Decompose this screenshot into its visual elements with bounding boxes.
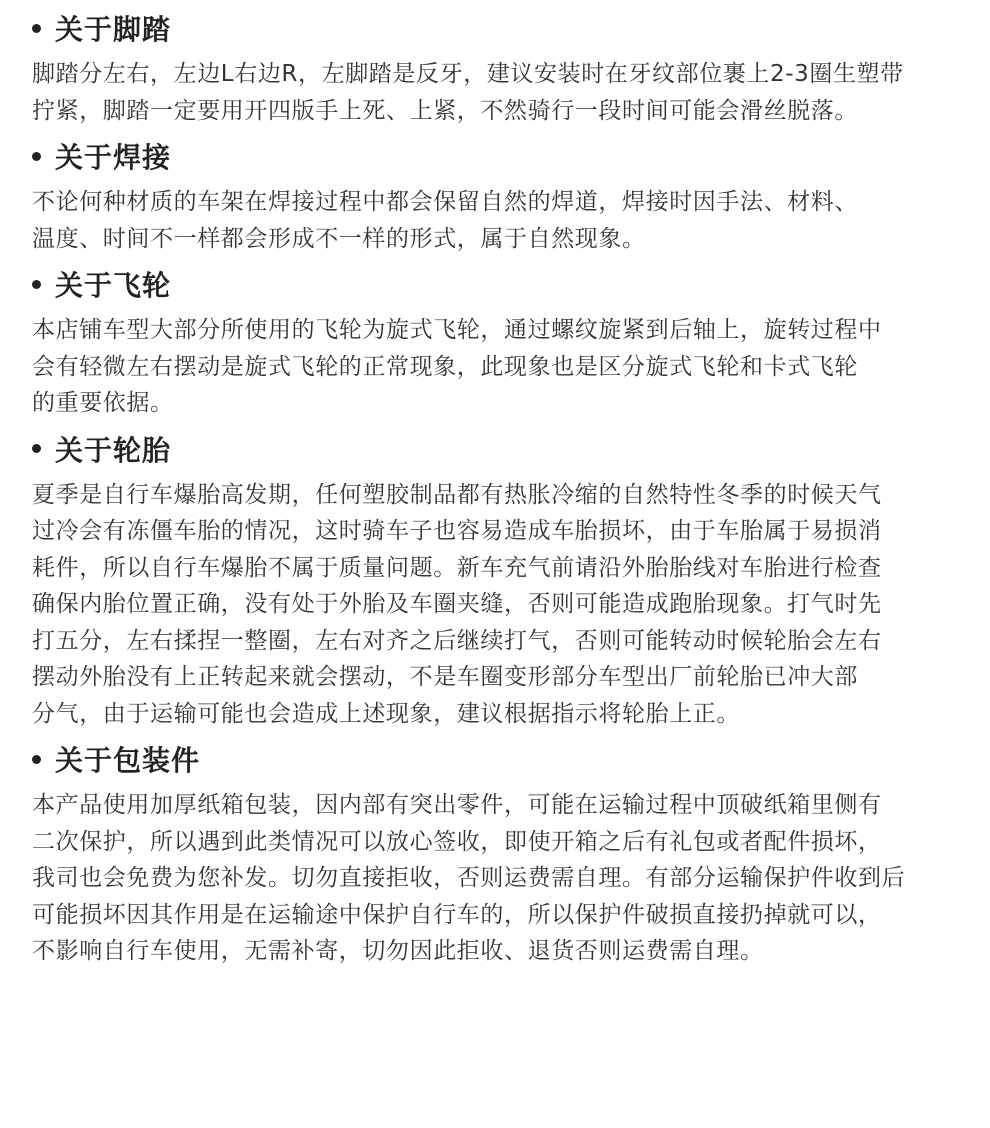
body-line: 分气，由于运输可能也会造成上述现象，建议根据指示将轮胎上正。	[32, 700, 740, 727]
body-line: 耗件，所以自行车爆胎不属于质量问题。新车充气前请沿外胎胎线对车胎进行检查	[32, 554, 882, 581]
bullet-icon	[32, 444, 41, 453]
body-line: 摆动外胎没有上正转起来就会摆动，不是车圈变形部分车型出厂前轮胎已冲大部	[32, 664, 858, 690]
section-body	[32, 787, 977, 970]
section-heading	[32, 737, 990, 781]
section-title: 关于焊接	[55, 141, 172, 174]
section-title: 关于包装件	[55, 744, 201, 777]
section-heading	[32, 427, 990, 471]
section-heading	[32, 262, 990, 306]
section-heading	[32, 6, 990, 50]
body-line: 温度、时间不一样都会形成不一样的形式，属于自然现象。	[32, 225, 646, 252]
bullet-icon	[32, 280, 41, 289]
bullet-icon	[32, 152, 41, 161]
body-line: 不影响自行车使用，无需补寄，切勿因此拒收、退货否则运费需自理。	[32, 938, 764, 964]
body-line: 本店铺车型大部分所使用的飞轮为旋式飞轮，通过螺纹旋紧到后轴上，旋转过程中	[32, 317, 882, 343]
section-title: 关于脚踏	[55, 13, 172, 46]
body-line: 脚踏分左右，左边L右边R，左脚踏是反牙，建议安装时在牙纹部位裹上2-3圈生塑带	[32, 61, 904, 87]
section-body	[32, 56, 977, 129]
bullet-icon	[32, 24, 41, 33]
section-body	[32, 312, 977, 422]
body-line: 的重要依据。	[32, 390, 174, 416]
body-line: 我司也会免费为您补发。切勿直接拒收，否则运费需自理。有部分运输保护件收到后	[32, 865, 906, 891]
body-line: 确保内胎位置正确，没有处于外胎及车圈夹缝，否则可能造成跑胎现象。打气时先	[32, 591, 882, 617]
section-body	[32, 184, 977, 257]
body-line: 夏季是自行车爆胎高发期，任何塑胶制品都有热胀冷缩的自然特性冬季的时候天气	[32, 481, 882, 508]
body-line: 二次保护，所以遇到此类情况可以放心签收，即使开箱之后有礼包或者配件损坏，	[32, 828, 882, 855]
section-welding	[32, 134, 990, 257]
body-line: 本产品使用加厚纸箱包装，因内部有突出零件，可能在运输过程中顶破纸箱里侧有	[32, 792, 882, 818]
section-title: 关于轮胎	[55, 433, 172, 467]
section-heading	[32, 134, 990, 178]
bullet-icon	[32, 755, 41, 764]
section-title: 关于飞轮	[55, 269, 172, 302]
section-body	[32, 477, 977, 733]
section-tires	[32, 427, 990, 733]
section-pedals	[32, 6, 990, 129]
section-packaging	[32, 737, 990, 970]
body-line: 拧紧，脚踏一定要用开四版手上死、上紧，不然骑行一段时间可能会滑丝脱落。	[32, 97, 858, 124]
body-line: 过冷会有冻僵车胎的情况，这时骑车子也容易造成车胎损坏，由于车胎属于易损消	[32, 518, 882, 544]
body-line: 不论何种材质的车架在焊接过程中都会保留自然的焊道，焊接时因手法、材料、	[32, 189, 858, 215]
section-freewheel	[32, 262, 990, 422]
body-line: 会有轻微左右摆动是旋式飞轮的正常现象，此现象也是区分旋式飞轮和卡式飞轮	[32, 353, 858, 380]
body-line: 打五分，左右揉捏一整圈，左右对齐之后继续打气，否则可能转动时候轮胎会左右	[32, 627, 882, 654]
body-line: 可能损坏因其作用是在运输途中保护自行车的，所以保护件破损直接扔掉就可以，	[32, 901, 882, 928]
